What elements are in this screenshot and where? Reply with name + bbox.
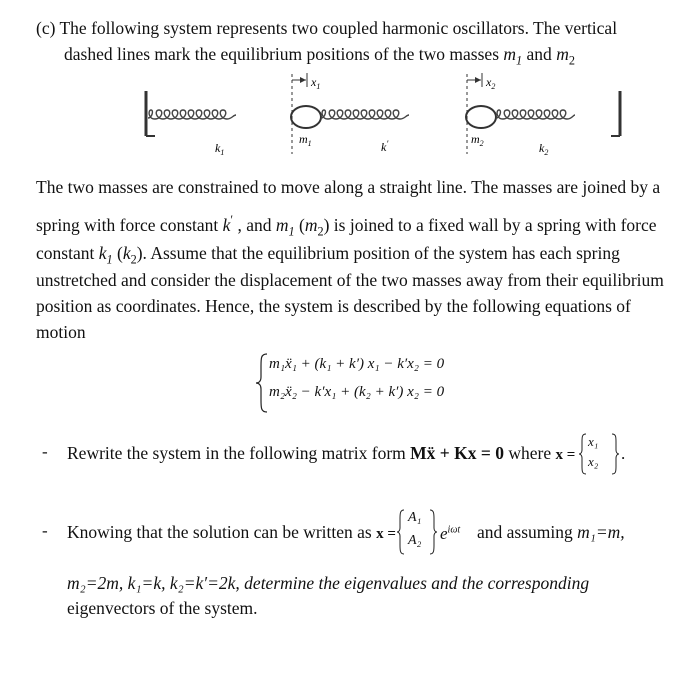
mass-2 (466, 106, 496, 128)
amplitude-top: A₁ (408, 510, 422, 525)
body-m2-sub: 2 (317, 224, 324, 239)
body-line-4 (36, 269, 664, 291)
x-vector-label: x = (555, 447, 576, 463)
body-line-3a: constant (36, 243, 99, 263)
k-prime-label: k′ (381, 139, 389, 154)
exp-base: e (440, 524, 448, 543)
amplitude-bottom: A₂ (408, 533, 422, 548)
body-line-1 (36, 176, 660, 198)
body-line-5-text: position as coordinates. Hence, the system is described by the following equations of (36, 296, 631, 316)
spring-k2 (496, 110, 575, 119)
equation-1: m₁ẍ₁ + (k₁ + k′) x₁ − k′x₂ = 0 (269, 356, 445, 372)
bullet-1-dash: - (42, 442, 48, 461)
m2-label: $m_2$ (471, 132, 484, 148)
x2-arrow (467, 73, 482, 87)
body-k: k (222, 214, 231, 235)
body-line-1-text: The two masses are constrained to move along a straight line. The masses are joined by a (36, 177, 661, 197)
mass-1 (291, 106, 321, 128)
left-wall (146, 91, 155, 136)
body-k1-sub: 1 (106, 252, 113, 267)
spring-k-prime (321, 110, 409, 119)
body-k2-sub: 2 (130, 252, 137, 267)
exponential (440, 524, 460, 544)
body-k-prime: ′ (230, 213, 234, 227)
intro-m2: m (556, 44, 569, 64)
intro-m1: m (503, 44, 517, 64)
x-vector-bottom: x₂ (588, 454, 599, 469)
k2-label: $k_2$ (539, 141, 549, 157)
m1-label: $m_1$ (299, 132, 312, 148)
exp-power: iωt (447, 524, 461, 536)
x1-label: $x_1$ (311, 75, 321, 91)
matrix-form: Mẍ + Kx = 0 (410, 443, 504, 463)
bullet-1-text-a: Rewrite the system in the following matrix form (67, 443, 411, 463)
bullet-2-dash: - (42, 521, 48, 540)
solution-vector (396, 508, 476, 556)
body-line-5 (36, 295, 631, 317)
bullet-1 (67, 442, 575, 466)
bullet-2-tail (477, 521, 625, 543)
right-wall (611, 91, 620, 136)
x1-arrow (292, 73, 307, 87)
body-k2: k (122, 243, 131, 263)
body-m2: m (304, 214, 318, 235)
bullet-2-line-2 (67, 572, 589, 594)
body-line-3c: ). Assume that the equilibrium position of the system has each spring (136, 243, 620, 263)
spring-k1 (148, 110, 236, 119)
equation-2: m₂ẍ₂ − k′x₁ + (k₂ + k′) x₂ = 0 (269, 384, 445, 400)
body-line-2b: , and (233, 214, 276, 235)
intro-line-1 (36, 17, 617, 39)
body-m1-sub: 1 (288, 224, 295, 239)
equations-of-motion (255, 352, 485, 414)
intro-and: and (522, 44, 557, 64)
k1-label: $k_1$ (215, 141, 225, 157)
coupled-oscillator-diagram (135, 66, 635, 170)
body-line-4-text: unstretched and consider the displacement of the two masses away from their equilibrium (36, 270, 664, 290)
solution-x-label: x = (376, 526, 396, 542)
body-line-3 (36, 242, 620, 271)
x2-label: $x_2$ (486, 75, 496, 91)
body-line-6 (36, 321, 86, 343)
bullet-2-line-1 (67, 521, 396, 545)
intro-line-2-text: dashed lines mark the equilibrium positions of the two masses (64, 44, 504, 64)
bullet-2-line-2-text: m₂=2m, k₁=k, k₂=k′=2k, determine the eigenvalues and the corresponding (67, 573, 590, 593)
bullet-2-line-3 (67, 597, 258, 619)
bullet-2-line-3-text: eigenvectors of the system. (67, 598, 258, 618)
equation-brace (255, 352, 269, 414)
body-m1: m (275, 214, 289, 235)
bullet-1-end: . (621, 444, 626, 463)
bullet-1-text-b: where (503, 443, 556, 463)
body-line-6-text: motion (36, 322, 86, 342)
intro-m1-sub: 1 (516, 53, 523, 68)
x-vector-top: x₁ (588, 434, 599, 449)
body-line-2d: ) is joined to a fixed wall by a spring with force (323, 214, 657, 235)
x-vector (578, 432, 628, 476)
body-line-2a: spring with force constant (36, 214, 223, 235)
condition-m1: m₁=m, (577, 522, 625, 542)
intro-line-1-text: (c) The following system represents two coupled harmonic oscillators. The vertical (36, 18, 618, 38)
body-k1: k (98, 243, 107, 263)
body-line-2c: ( (294, 214, 305, 235)
bullet-2-text-b: and assuming (477, 522, 578, 542)
body-line-2 (36, 209, 657, 242)
bullet-2-text-a: Knowing that the solution can be written as (67, 522, 377, 542)
intro-m2-sub: 2 (568, 53, 575, 68)
body-line-3b: ( (112, 243, 123, 263)
